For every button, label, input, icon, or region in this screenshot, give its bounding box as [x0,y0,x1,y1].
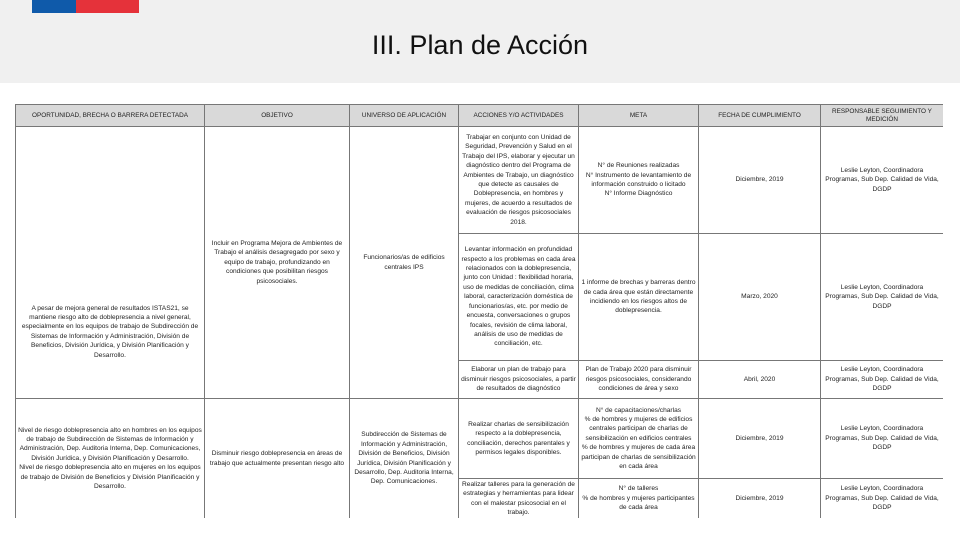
oportunidad-cell: Nivel de riesgo doblepresencia alto en hombres en los equipos de trabajo de Subdirección de Sistemas de Información y Administración, Dep. Auditoria Interna, Dep. Comunicaciones, División Jurídica, y División Planificación y Desarrollo. Nivel de riesgo doblepresencia alto en mujeres en los equipos de trabajo de División de Beneficios y División Planificación y Desarrollo. [16,399,205,519]
universo-cell: Funcionarios/as de edificios centrales IPS [350,127,459,399]
acciones-cell: Trabajar en conjunto con Unidad de Seguridad, Prevención y Salud en el Trabajo del IPS, elaborar y ejecutar un diagnóstico dentro del Programa de Ambientes de Trabajo, un diagnóstico que detecte as causales de Doblepresencia, en hombres y mujeres, de acuerdo a resultados de evaluación de riesgos psicosociales 2018. [459,127,579,234]
meta-cell: 1 informe de brechas y barreras dentro de cada área que están directamente incidiendo en los riesgos altos de doblepresencia. [579,234,699,361]
column-header: RESPONSABLE SEGUIMIENTO Y MEDICIÓN [821,105,944,127]
objetivo-cell: Disminuir riesgo doblepresencia en áreas de trabajo que actualmente presentan riesgo alto [205,399,350,519]
column-header: ACCIONES Y/O ACTIVIDADES [459,105,579,127]
responsable-cell: Leslie Leyton, Coordinadora Programas, Sub Dep. Calidad de Vida, DGDP [821,399,944,479]
column-header: OPORTUNIDAD, BRECHA O BARRERA DETECTADA [16,105,205,127]
page-title: III. Plan de Acción [371,30,589,60]
table-row [16,127,944,234]
meta-cell: N° de capacitaciones/charlas % de hombres y mujeres de edificios centrales participan de charlas de sensibilización en edificios centrales % de hombres y mujeres de cada área participan de charlas de sensibilización en cada área [579,399,699,479]
column-header: META [579,105,699,127]
fecha-cell: Diciembre, 2019 [699,399,821,479]
action-plan-table-container [15,104,943,518]
flag-blue-stripe [32,0,76,13]
oportunidad-cell: A pesar de mejora general de resultados ISTAS21, se mantiene riesgo alto de doblepresencia a nivel general, especialmente en los equipos de trabajo de Subdirección de Sistemas de Información y Administración, División de Beneficios, División Jurídica, y División Planificación y Desarrollo. [16,127,205,399]
action-plan-table [15,104,943,518]
acciones-cell: Realizar charlas de sensibilización respecto a la doblepresencia, conciliación, derechos parentales y permisos legales disponibles. [459,399,579,479]
responsable-cell: Leslie Leyton, Coordinadora Programas, Sub Dep. Calidad de Vida, DGDP [821,479,944,519]
column-header: FECHA DE CUMPLIMIENTO [699,105,821,127]
responsable-cell: Leslie Leyton, Coordinadora Programas, Sub Dep. Calidad de Vida, DGDP [821,234,944,361]
fecha-cell: Marzo, 2020 [699,234,821,361]
flag-red-stripe [76,0,139,13]
table-header-row [16,105,944,127]
acciones-cell: Elaborar un plan de trabajo para disminuir riesgos psicosociales, a partir de resultados de diagnóstico [459,361,579,399]
responsable-cell: Leslie Leyton, Coordinadora Programas, Sub Dep. Calidad de Vida, DGDP [821,127,944,234]
fecha-cell: Diciembre, 2019 [699,479,821,519]
table-row [16,399,944,479]
fecha-cell: Abril, 2020 [699,361,821,399]
universo-cell: Subdirección de Sistemas de Información y Administración, División de Beneficios, División Jurídica, División Planificación y Desarrollo, Dep. Auditoria Interna, Dep. Comunicaciones. [350,399,459,519]
acciones-cell: Realizar talleres para la generación de estrategias y herramientas para lidear con el malestar psicosocial en el trabajo. [459,479,579,519]
acciones-cell: Levantar información en profundidad respecto a los problemas en cada área relacionados con la doblepresencia, junto con Unidad : flexibilidad horaria, uso de medidas de conciliación, clima laboral, caracterización doméstica de funcionarios/as, etc. por medio de encuesta, conversaciones o grupos focales, revisión de clima laboral, análisis de uso de medidas de conciliación, etc. [459,234,579,361]
meta-cell: N° de talleres % de hombres y mujeres participantes de cada área [579,479,699,519]
meta-cell: Plan de Trabajo 2020 para disminuir riesgos psicosociales, considerando condiciones de área y sexo [579,361,699,399]
responsable-cell: Leslie Leyton, Coordinadora Programas, Sub Dep. Calidad de Vida, DGDP [821,361,944,399]
meta-cell: N° de Reuniones realizadas N° Instrumento de levantamiento de información construido o licitado N° Informe Diagnóstico [579,127,699,234]
column-header: OBJETIVO [205,105,350,127]
fecha-cell: Diciembre, 2019 [699,127,821,234]
column-header: UNIVERSO DE APLICACIÓN [350,105,459,127]
objetivo-cell: Incluir en Programa Mejora de Ambientes de Trabajo el análisis desagregado por sexo y equipo de trabajo, profundizando en condiciones que posibilitan riesgos psicosociales. [205,127,350,399]
